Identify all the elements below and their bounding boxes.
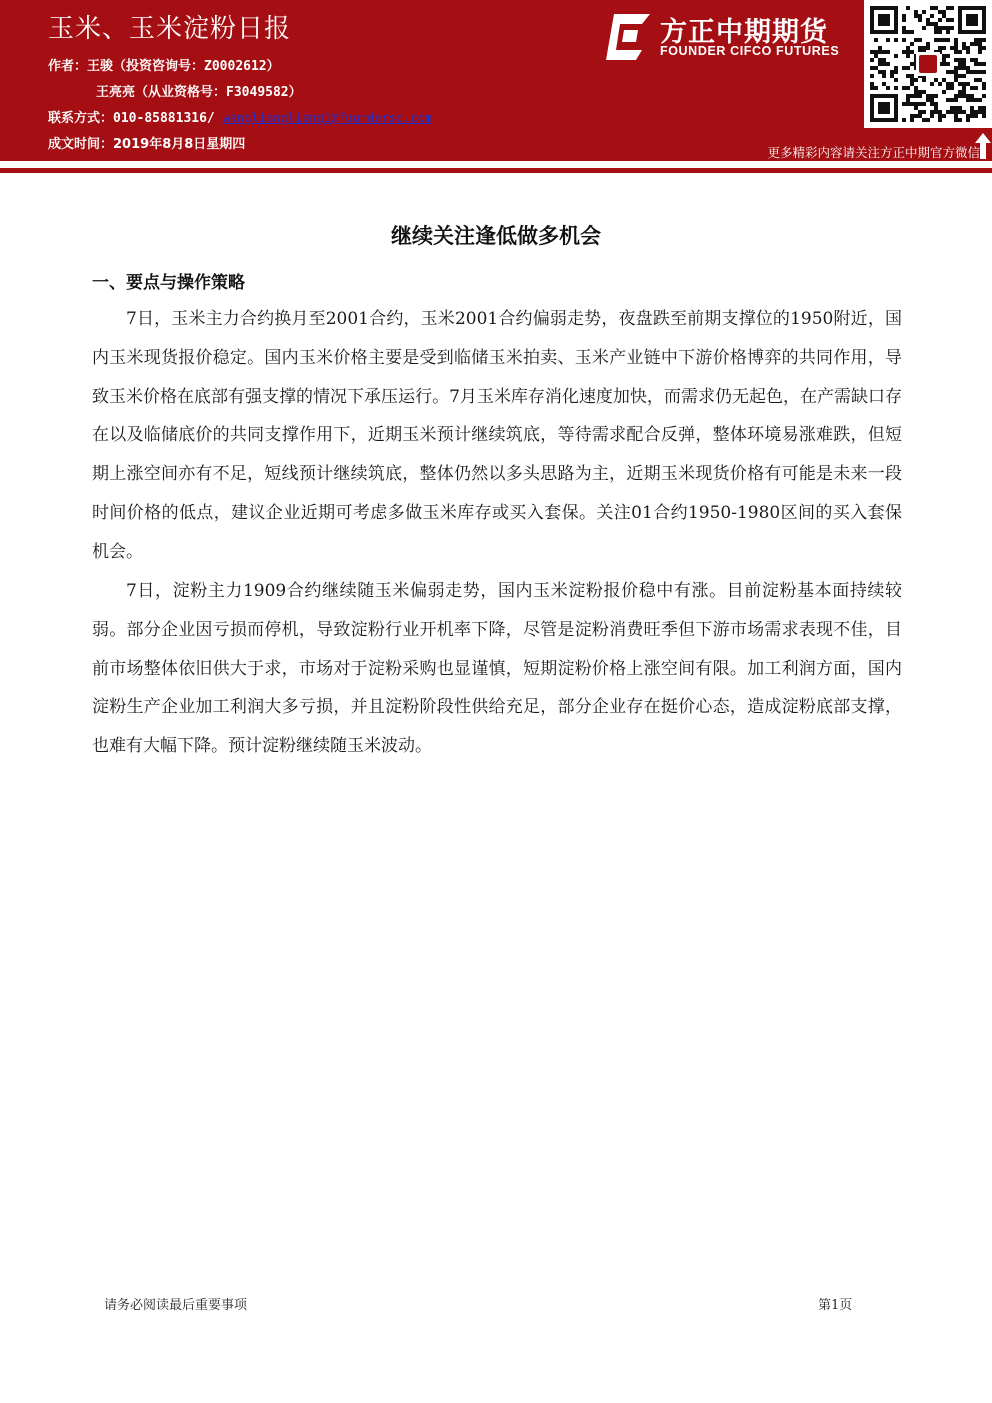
author2-close: ） <box>288 85 302 100</box>
paragraph-starch: 7日，淀粉主力1909合约继续随玉米偏弱走势，国内玉米淀粉报价稳中有涨。目前淀粉基本面持续较弱。部分企业因亏损而停机，导致淀粉行业开机率下降，尽管是淀粉消费旺季但下游市场需求表现不佳，目前市场整体依旧供大于求，市场对于淀粉采购也显谨慎，短期淀粉价格上涨空间有限。加工利润方面，国内淀粉生产企业加工利润大多亏损，并且淀粉阶段性供给充足，部分企业存在挺价心态，造成淀粉底部支撑，也难有大幅下降。预计淀粉继续随玉米波动。 <box>92 581 902 757</box>
logo-en-text: FOUNDER CIFCO FUTURES <box>660 44 840 58</box>
paragraph-corn: 7日，玉米主力合约换月至2001合约，玉米2001合约偏弱走势，夜盘跌至前期支撑位的1950附近，国内玉米现货报价稳定。国内玉米价格主要是受到临储玉米拍卖、玉米产业链中下游价格博弈的共同作用，导致玉米价格在底部有强支撑的情况下承压运行。7月玉米库存消化速度加快，而需求仍无起色，在产需缺口存在以及临储底价的共同支撑作用下，近期玉米预计继续筑底，等待需求配合反弹，整体环境易涨难跌，但短期上涨空间亦有不足，短线预计继续筑底，整体仍然以多头思路为主，近期玉米现货价格有可能是未来一段时间价格的低点，建议企业近期可考虑多做玉米库存或买入套保。关注01合约1950-1980区间的买入套保机会。 <box>92 309 902 562</box>
date-label: 成文时间： <box>48 137 114 152</box>
contact-label: 联系方式： <box>48 111 114 126</box>
footer-notice: 请务必阅读最后重要事项 <box>104 1298 248 1313</box>
wechat-follow-note: 更多精彩内容请关注方正中期官方微信 <box>767 145 980 160</box>
author-line-2 <box>96 81 302 100</box>
author2-id: F3049582 <box>226 85 289 100</box>
contact-line <box>48 107 432 126</box>
date-line <box>48 133 245 152</box>
author1-label: 作者：王骏（投资咨询号： <box>48 59 205 74</box>
date-value: 2019年8月8日星期四 <box>113 137 246 152</box>
header-divider <box>0 168 992 173</box>
qr-code-icon <box>864 0 992 128</box>
logo-mark-icon <box>606 14 650 60</box>
document-title: 继续关注逢低做多机会 <box>391 224 601 248</box>
author1-close: ） <box>266 59 280 74</box>
report-header <box>0 0 992 161</box>
logo-cn-text: 方正中期期货 <box>660 17 828 48</box>
author1-id: Z0002612 <box>204 59 267 74</box>
contact-email-link[interactable]: wangliangliang1@foundersc.com <box>222 111 433 125</box>
contact-phone: 010-85881316/ <box>113 111 223 126</box>
founder-logo <box>604 10 864 62</box>
wechat-qr-code <box>864 0 992 128</box>
report-title: 玉米、玉米淀粉日报 <box>48 14 292 44</box>
author2-label: 王亮亮（从业资格号： <box>96 85 227 100</box>
section-heading: 一、要点与操作策略 <box>92 273 245 293</box>
author-line-1 <box>48 55 280 74</box>
page-number: 第1页 <box>818 1298 853 1313</box>
